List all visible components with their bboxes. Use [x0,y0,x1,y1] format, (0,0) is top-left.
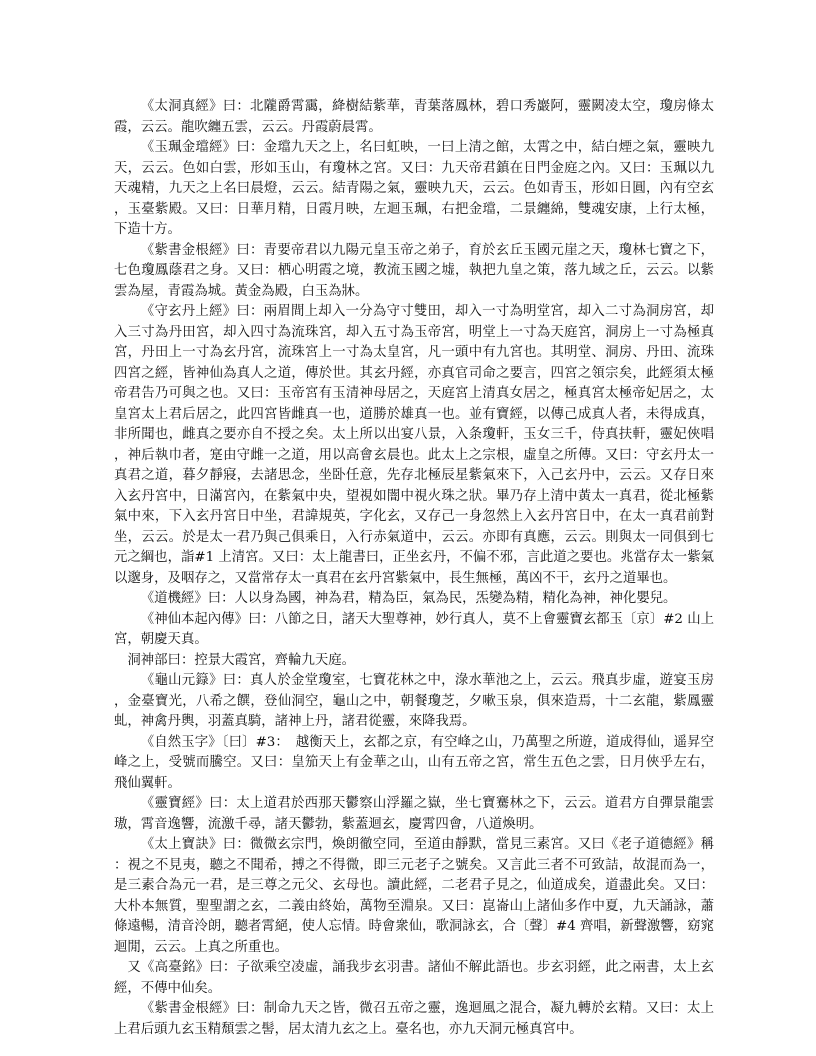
paragraph-ziran-yuzi: 《自然玉字》〔曰〕#3： 越衡天上，玄都之京，有空峰之山，乃萬聖之所遊，道成得仙，遥昇空峰之上，受號而騰空。又曰：皇笳天上有金華之山，山有五帝之宮，常生五色之雲，日月俠乎左右，飛仙翼軒。 [114,734,714,791]
paragraph-shenxian-benqi-neizhuan: 《神仙本起內傳》曰：八節之日，諸天大聖尊神，妙行真人，莫不上會靈寶玄都玉〔京〕#2 山上宮，朝慶天真。 [114,611,714,647]
document-page [114,97,714,1040]
paragraph-taidong-jing: 《太洞真經》曰：北隴爵霄靄，絳樹結紫華，青葉落鳳林，碧口秀巖阿，靈闕凌太空，瓊房條太霞，云云。龍吹纏五雲，云云。丹霞蔚晨霄。 [114,99,714,135]
paragraph-daoji-jing: 《道機經》曰：人以身為國，神為君，精為臣，氣為民，炁變為精，精化為神，神化嬰兒。 [140,591,677,606]
paragraph-yupei-jindang-jing: 《玉珮金璫經》曰：金璫九天之上，名曰虹映，一曰上清之館，太霄之中，結白煙之氣，靈映九天，云云。色如白雲，形如玉山，有瓊林之宮。又曰：九天帝君鎮在日門金庭之內。又曰：玉珮以九天魂精，九天之上名曰晨燈，云云。結青陽之氣，靈映九天，云云。色如青玉，形如日圓，內有空玄，玉臺紫殿。又曰：日華月精，日霞月映，左迴玉珮，右把金璫，二景纏綿，雙魂安康，上行太極，下造十方。 [114,140,714,237]
paragraph-guishan-yuanlu: 《龜山元籙》曰：真人於金堂瓊室，七寶花林之中，淥水華池之上，云云。飛真步虛，遊宴玉房，金臺寶光，八希之饌，登仙洞空，龜山之中，朝餐瓊芝，夕嗽玉泉，俱來造焉，十二玄龍，紫鳳靈虬，神禽丹輿，羽蓋真騎，諸神上丹，諸君從靈，來降我焉。 [114,673,714,729]
paragraph-zishu-jingen-jing-2: 《紫書金根經》曰：制命九天之皆，微召五帝之靈，逸迴風之混合，凝九轉於玄精。又曰：太上上君后頭九玄玉精頹雲之髻，居太清九玄之上。臺名也，亦九天洞元極真宮中。 [114,1001,714,1037]
paragraph-shou-xuandan-shangjing: 《守玄丹上經》曰：兩眉間上却入一分為守寸雙田，却入一寸為明堂宮，却入二寸為洞房宮，却入三寸為丹田宮，却入四寸為流珠宮，却入五寸為玉帝宮，明堂上一寸為天庭宮，洞房上一寸為極真宮，丹田上一寸為玄丹宮，流珠宮上一寸為太皇宮，凡一頭中有九宮也。其明堂、洞房、丹田、流珠四宮之經，皆神仙為真人之道，傳於世。其玄丹經，亦真官司命之要言，四宮之領宗矣，此經須太極帝君告乃可與之也。又曰：玉帝宮有玉清神母居之，天庭宮上清真女居之，極真宮太極帝妃居之，太皇宮太上君后居之，此四宮皆雌真一也，道勝於雄真一也。並有寶經，以傳己成真人者，未得成真，非所聞也，雌真之要亦自不授之矣。太上所以出宴八景，入条瓊軒，玉女三千，侍真扶軒，靈妃俠唱，神后執巾者，寔由守雌一之道，用以高會玄晨也。此太上之宗根，虛皇之所傳。又曰：守玄丹太一真君之道，暮夕靜寢，去諸思念，坐卧任意，先存北極辰星紫氣來下，入己玄丹中，云云。又存日來入玄丹宮中，日滿宮內，在紫氣中央，望視如闇中視火珠之狀。畢乃存上清中黃太一真君，從北極紫氣中來，下入玄丹宮日中坐，君諱規英，字化玄，又存己一身忽然上入玄丹宮日中，在太一真君前對坐，云云。於是太一君乃與己俱乘日，入行赤氣道中，云云。亦即有真應，云云。則與太一同俱到七元之綱也，詣#1 上清宮。又曰：太上龍書曰，正坐玄丹，不偏不邪，言此道之要也。兆當存太一紫氣以邈身，及咽存之，又當常存太一真君在玄丹宮紫氣中，長生無極，萬凶不干，玄丹之道畢也。 [114,304,714,586]
paragraph-zishu-jingen-jing: 《紫書金根經》曰：青要帝君以九陽元皇玉帝之弟子，育於玄丘玉國元崖之天，瓊林七寶之下，七色瓊鳳蔭君之身。又曰：栖心明霞之境，教流玉國之墟，執把九皇之策，落九域之丘，云云。以紫雲為屋，青霞為城。黃金為殿，白玉為牀。 [114,242,714,299]
paragraph-taishang-baojue: 《太上寶訣》曰：微微玄宗門，煥朗徹空同，至道由靜默，當見三素宮。又曰《老子道德經》稱：視之不見夷，聽之不聞希，搏之不得微，即三元老子之號矣。又言此三者不可致詰，故混而為一，是三素合為元一君，是三尊之元父、玄母也。讀此經，二老君子見之，仙道成矣，道盡此矣。又曰：大朴本無質，聖聖謂之玄，二義由終始，萬物至淵泉。又曰：崑崙山上諸仙多作中夏，九天誦詠，蕭條遠暢，清音泠朗，聽者霄絕，使人忘情。時會衆仙，歌洞詠玄，合〔聲〕#4 齊唱，新聲激響，窈窕迴閒，云云。上真之所重也。 [114,837,714,955]
paragraph-dongshen-bu: 洞神部曰：控景大霞宮，齊輪九天庭。 [127,652,356,668]
paragraph-lingbao-jing: 《靈寶經》曰：太上道君於西那天鬱察山浮羅之嶽，坐七寶騫林之下，云云。道君方自彈景龍雲璈，霄音逸響，流激千尋，諸天鬱勃，紫蓋迴玄，慶霄四會，八道煥明。 [114,796,714,832]
paragraph-gaotai-ming: 又《高臺銘》曰：子欲乘空凌虛，誦我步玄羽書。諸仙不解此語也。步玄羽經，此之兩書，太上玄經，不傳中仙矣。 [114,960,714,996]
